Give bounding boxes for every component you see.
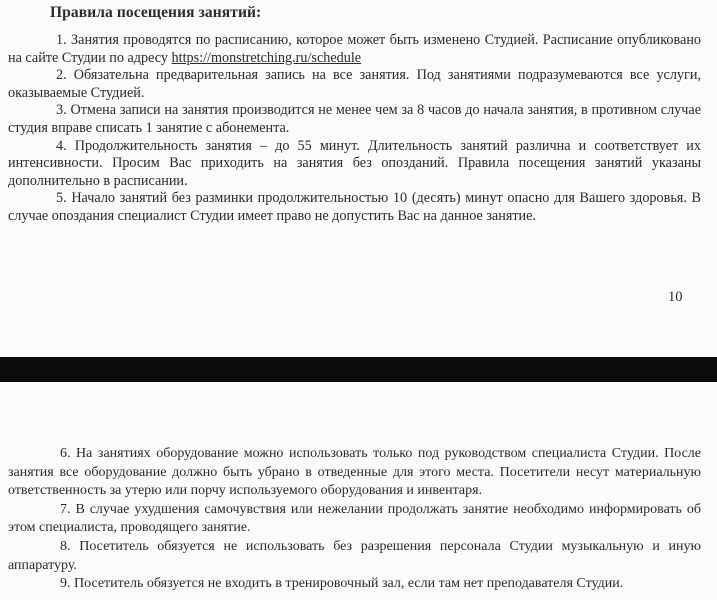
rule-number: 5. bbox=[56, 190, 67, 207]
rule-number: 9. bbox=[60, 576, 71, 592]
page-number: 10 bbox=[668, 289, 683, 305]
rule-number: 6. bbox=[60, 446, 71, 461]
rule-number: 3. bbox=[56, 102, 67, 119]
rule-number: 2. bbox=[56, 67, 67, 84]
rules-list-bottom bbox=[8, 445, 701, 594]
rule-text: Обязательна предварительная запись на все занятия. Под занятиями подразумеваются все услуги, оказываемые Студией. bbox=[8, 67, 701, 101]
rule-item bbox=[8, 575, 701, 594]
rule-text: Начало занятий без разминки продолжительностью 10 (десять) минут опасно для Вашего здоровья. В случае опоздания специалист Студии имеет право не допустить Вас на данное занятие. bbox=[8, 190, 701, 224]
rule-item bbox=[8, 190, 701, 225]
rule-item bbox=[8, 538, 701, 575]
rule-number: 8. bbox=[60, 538, 71, 554]
rule-text: В случае ухудшения самочувствия или нежелании продолжать занятие необходимо информировать об этом специалиста, проводящего занятие. bbox=[8, 501, 701, 536]
rules-list-top bbox=[8, 32, 701, 226]
document-heading: Правила посещения занятий: bbox=[50, 4, 262, 21]
rule-item bbox=[8, 138, 701, 191]
rule-item bbox=[8, 102, 701, 137]
rule-item bbox=[8, 501, 701, 538]
rule-text: На занятиях оборудование можно использовать только под руководством специалиста Студии. После занятия все оборудование должно быть убрано в отведенные для этого места. Посетители несут материальную ответственность за утерю или порчу используемого оборудования и инвентаря. bbox=[8, 446, 701, 499]
rule-text: Посетитель обязуется не входить в тренировочный зал, если там нет преподавателя Студии. bbox=[74, 576, 624, 592]
rule-text: Продолжительность занятия – до 55 минут. Длительность занятий различна и соответствует их интенсивности. Просим Вас приходить на занятия без опозданий. Правила посещения занятий указаны дополнительно в расписании. bbox=[8, 137, 701, 189]
rule-text: Отмена записи на занятия производится не менее чем за 8 часов до начала занятия, в противном случае студия вправе списать 1 занятие с абонемента. bbox=[8, 102, 702, 136]
rule-text: Занятия проводятся по расписанию, которое может быть изменено Студией. Расписание опубликовано на сайте Студии по адресу bbox=[8, 32, 702, 66]
rule-text: Посетитель обязуется не использовать без разрешения персонала Студии музыкальную и иную аппаратуру. bbox=[8, 538, 701, 573]
rule-item bbox=[8, 445, 701, 501]
rule-number: 7. bbox=[60, 501, 71, 517]
rule-item bbox=[8, 67, 701, 102]
rule-number: 1. bbox=[56, 32, 67, 48]
page-separator bbox=[0, 357, 717, 382]
rule-number: 4. bbox=[56, 137, 67, 154]
schedule-link[interactable]: https://monstretching.ru/schedule bbox=[171, 49, 362, 66]
rule-item bbox=[8, 32, 701, 67]
